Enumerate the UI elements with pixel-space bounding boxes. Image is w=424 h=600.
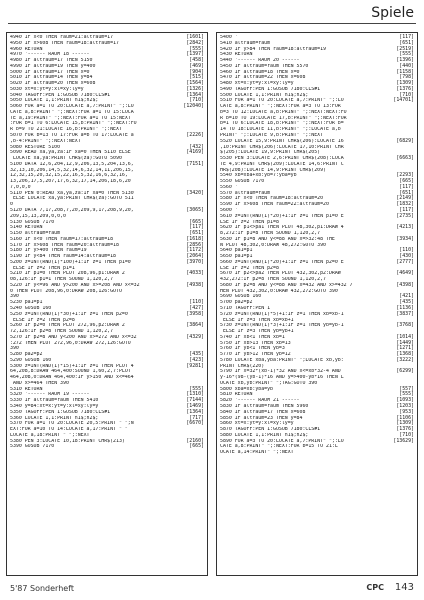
code-text: 5160 IF x<0 THEN raum=17:altraum=18 (10, 236, 114, 242)
code-text: 5470 IF altraum=22 THEN x=608 (220, 75, 306, 81)
code-text: 5220 IF y<=96 AND y>200 AND x>=208 AND x<=32 (10, 282, 140, 288)
checksum: [430] (399, 253, 414, 260)
code-text: 5240 GOSUB 160 (10, 305, 52, 311)
code-text: CATE a,8:PRINT" ";:NEXT:FOR a=1 TO 15:LOCA (10, 109, 134, 115)
code-text: $(205):LOCATE 19,9:PRINT CHR$(205) (220, 150, 321, 156)
checksum: [4213] (396, 224, 414, 231)
code-text: R b=10 TO 19:LOCATE 17,b:PRINT" ";:NEXT:FOR (220, 115, 347, 121)
checksum: [1832] (396, 201, 414, 208)
checksum: [1364] (186, 91, 204, 98)
checksum: [110] (399, 247, 414, 254)
checksum: [1364] (186, 408, 204, 415)
checksum: [423] (189, 356, 204, 363)
checksum: [2226] (186, 132, 204, 139)
code-text: 5260 IF p2=0 THEN PLOT 272,96,p2:DRAW 2 (10, 323, 125, 329)
code-text: 5440 '------ RAUM 20 ------ (220, 58, 300, 64)
code-text: 432,272:IF p2=8 THEN SOUND 1,120,2,7 (220, 277, 326, 283)
code-text: 5510 FOR a=1 TO 20:LOCATE a,7:PRINT" ";:LO (220, 98, 344, 104)
code-text: TE a,19:PRINT" ";:NEXT:FOR a=1 TO 15:NEXT (10, 115, 131, 121)
code-text: 5800 xba=xb:yba=yb (220, 386, 273, 392)
listing-column-left (6, 32, 208, 576)
checksum: [3864] (186, 322, 204, 329)
checksum: [2856] (186, 241, 204, 248)
code-text: 5600 ' (220, 207, 238, 213)
code-text: 5880 LOCATE 1,1:PRINT n1$;n2$; (220, 432, 309, 438)
code-text: 5090 READ xa,ya,za:IF xa=0 THEN 5110 ELSE (10, 150, 131, 156)
checksum: [1376] (396, 85, 414, 92)
checksum: [3837] (396, 310, 414, 317)
code-text: R b=9 TO 21:LOCATE 16,b:PRINT" ";:NEXT (10, 127, 122, 133)
checksum: [2842] (186, 39, 204, 46)
checksum: [651] (399, 39, 414, 46)
code-text: OCATE xb,yb:PRINT" ";TAG:GOTO 390 (220, 380, 318, 386)
checksum: [2293] (396, 172, 414, 179)
code-text: 390 (10, 346, 19, 352)
checksum: [2777] (396, 258, 414, 265)
code-text: 5030 xt=x:yt=y:xl=xy:ly=y (10, 86, 84, 92)
checksum: [1271] (396, 345, 414, 352)
code-text: ELSE IF z=2 THEN p1=1 (10, 265, 75, 271)
footer-issue: 5'87 Sonderheft (10, 584, 75, 593)
checksum: [1397] (186, 51, 204, 58)
checksum: [435] (399, 299, 414, 306)
code-text: TE 4,9:PRINT CHR$(209):LOCATE 14,6:PRINT C (220, 161, 344, 167)
checksum: [3970] (186, 258, 204, 265)
code-text: 5050 LOCATE 1,1:PRINT n1$;n2$; (10, 98, 99, 104)
code-text: 5680 IF p2=8 AND y<=88 AND x=432 AND x>=432 7 (220, 282, 353, 288)
code-text: 5520 LOCATE 15,9:PRINT CHR$(206):LOCATE 16 (220, 138, 344, 144)
code-text: 14 TO 18:LOCATE 11,b:PRINT" ";:LOCATE a,b (220, 127, 341, 133)
checksum: [435] (189, 351, 204, 358)
checksum: [110] (189, 299, 204, 306)
checksum: [2149] (396, 195, 414, 202)
code-text: 5650 pa1=p1 (220, 254, 253, 260)
checksum (386, 450, 414, 456)
code-text: 5690 GOSUB 160 (220, 294, 262, 300)
code-text: 5620 IF p1<>pa1 THEN PLOT 48,302,p1:DRAW 4 (220, 225, 344, 231)
checksum: [1106] (396, 414, 414, 421)
checksum: [1601] (186, 34, 204, 40)
checksum: [1326] (186, 85, 204, 92)
code-line (10, 444, 204, 450)
code-text: 5290 GOSUB 160 (10, 357, 52, 363)
checksum: [12040] (183, 103, 204, 110)
code-text: 5530 PEN 3:LOCATE 2,6:PRINT CHR$(208):LOCA (220, 156, 344, 162)
checksum: [710] (399, 91, 414, 98)
code-text: PRINT CHR$(220) (220, 363, 265, 369)
checksum: [1396] (396, 57, 414, 64)
code-text: 5720 z=INT(RND(1)*5)+1:IF z=1 THEN xb=xb-1 (220, 311, 344, 317)
code-text: 5410 altraum=raum (220, 40, 271, 46)
code-text: HR$(208):LOCATE 14,9:PRINT CHR$(209) (220, 167, 326, 173)
code-text: 5080 RESTORE 5100 (10, 144, 61, 150)
code-text: 5300 z=INT(RND(1)*15)+1:IF z=1 THEN PLOT 4 (10, 363, 134, 369)
code-text: 5110 PEN 0:READ xa,ya,za:IF xa=0 THEN 5130 (10, 190, 134, 196)
code-text: 5810 RETURN (220, 392, 253, 398)
code-text: 5140 RETURN (10, 225, 43, 231)
checksum: [710] (399, 431, 414, 438)
code-text: 5060 FOR a=1 TO 20:LOCATE a,7:PRINT" ";:LO (10, 104, 134, 110)
code-text: 5490 TAGOFF:PEN 1:GOSUB 7180:CLS#1 (220, 86, 321, 92)
checksum: [2735] (396, 212, 414, 219)
code-text: 5840 IF altraum=17 THEN x=608 (220, 409, 306, 415)
checksum: [3768] (396, 322, 414, 329)
code-text: 12,32,15,20,32,15,22,16,5,32,16,6,32,16, (10, 173, 128, 179)
code-text: 4960 RETURN (10, 46, 43, 52)
checksum: [6663] (396, 155, 414, 162)
code-text: 5760 IF yb<1 THEN yb=3 (220, 346, 285, 352)
code-text: 4970 '------ RAUM 18 ------ (10, 52, 90, 58)
checksum: [798] (399, 74, 414, 81)
checksum: [440] (399, 62, 414, 69)
code-text: ELSE LOCATE xa,ya:PRINT CHR$(za):GOTO 511 (10, 196, 134, 202)
checksum: [1376] (396, 426, 414, 433)
code-text: 4990 IF altraum=19 THEN y=400 (10, 63, 96, 69)
checksum: [555] (189, 385, 204, 392)
code-text: 5480 xt=x:yt=y:xl=xy:ly=y (220, 81, 294, 87)
code-text: 5560 ' (220, 184, 238, 190)
code-text: 5390 GOSUB 7170 (10, 444, 55, 450)
code-text: 5070 FOR b=13 TO 17:FOR a=b TO 17:LOCATE a (10, 133, 134, 139)
code-text: 5180 IF y>400 THEN raum=19 (10, 248, 87, 254)
checksum: [427] (189, 304, 204, 311)
code-text: 5230 pa1=p1 (10, 300, 43, 306)
checksum: [4649] (396, 270, 414, 277)
checksum: [4329] (186, 333, 204, 340)
checksum: [7144] (186, 397, 204, 404)
code-text: 5500 LOCATE 1,1:PRINT n1$;n2$; (220, 92, 309, 98)
code-text: 5150 altraum=raum (10, 231, 61, 237)
checksum: [117] (399, 34, 414, 40)
checksum: [2519] (396, 45, 414, 52)
checksum: [1469] (186, 403, 204, 409)
page-number: 143 (394, 582, 414, 593)
checksum: [14701] (393, 97, 414, 104)
code-text: 5830 IF altraum=raum THEN 5960 (220, 404, 309, 409)
checksum: [432] (189, 143, 204, 150)
checksum: [515] (189, 74, 204, 81)
code-text: 5040 TAGOFF:PEN 1:GOSUB 7180:CLS#1 (10, 92, 111, 98)
checksum: [4033] (186, 270, 204, 277)
checksum: [6299] (396, 368, 414, 375)
code-text: 5750 IF xb>13 THEN xb=13 (220, 340, 291, 346)
code-text: 4950 IF x>608 THEN raum=18:altraum=17 (10, 40, 119, 46)
code-text: 5340 y=84:xt=x:yt=y:xl=xy:ly=y (10, 404, 99, 409)
code-text: 5020 IF altraum=20 THEN x=608 (10, 81, 96, 87)
checksum: [13629] (393, 437, 414, 444)
checksum: [421] (399, 293, 414, 300)
checksum: [1172] (186, 247, 204, 254)
checksum: [1309] (396, 80, 414, 87)
code-text: 5130 GOSUB 7170 (10, 219, 55, 225)
checksum: [4398] (396, 281, 414, 288)
code-text: 5580 IF x<0 THEN raum=18:altraum=20 (220, 196, 324, 202)
code-text: 5190 IF y<84 THEN raum=14:altraum=18 (10, 254, 116, 260)
code-text: 464,208,0:DRAW 464,400:IF y>150 AND x<=464 (10, 375, 134, 381)
checksum: [2064] (186, 253, 204, 260)
code-text: 5820 '------ RAUM 21 ------ (220, 398, 300, 404)
code-text: 5170 IF x>608 THEN raum=20:altraum=18 (10, 242, 119, 248)
checksum: [7151] (186, 160, 204, 167)
checksum: [2160] (186, 437, 204, 444)
checksum: [665] (189, 218, 204, 225)
code-text: 4980 IF altraum=17 THEN 5150 (10, 58, 93, 64)
code-text: 5200 z=INT(RND(1)*100)+1:IF z=1 THEN p1=0 (10, 259, 131, 265)
code-text: 5210 IF p1=0 THEN PLOT 208,96,p1:DRAW 2 (10, 271, 125, 277)
checksum: [665] (399, 178, 414, 185)
code-text: 4940 IF x<0 THEN raum=21:altraum=17 (10, 35, 114, 40)
code-text: 5420 IF y>84 THEN raum=18:altraum=19 (220, 46, 326, 52)
code-text: 5330 IF altraum=raum THEN 5410 (10, 398, 99, 404)
code-text: LOCATE xa,ya:PRINT CHR$(za):GOTO 5090 (10, 156, 122, 162)
code-text: CATE a,8:PRINT" ";:NEXT:FOR a=3 TO 13:FOR (220, 104, 341, 110)
code-text: 5630 IF p1=8 AND y<=88 AND x=>32:48 THE (220, 236, 335, 242)
code-text: 5010 IF altraum=14 THEN y=84 (10, 75, 93, 81)
code-text: 5870 TAGOFF:PEN 1:GOSUB 7180:CLS#1 (220, 427, 321, 433)
code-text: 5780 LOCATE xba,yba:PRINT" ";LOCATE xb,yb: (220, 357, 344, 363)
checksum: [117] (399, 183, 414, 190)
checksum: [6670] (186, 420, 204, 427)
checksum: [1618] (186, 235, 204, 242)
checksum: [117] (189, 224, 204, 231)
code-text: 5570 altraum=raum (220, 190, 271, 196)
checksum: [469] (189, 62, 204, 69)
code-text: N PLOT 48,302,0:DRAW 48,272:GOTO 390 (220, 242, 326, 248)
code-text: 209,15,13,209,0,0,0 (10, 213, 66, 219)
code-text: 5540 xb=xba+xb:yb=7:yba=yb (220, 173, 297, 179)
checksum: [3065] (186, 206, 204, 213)
code-text: 5590 IF x>608 THEN raum=22:altraum=20 (220, 202, 329, 208)
code-text: LSE IF z=2 THEN p2=8 (220, 265, 279, 271)
checksum: [1368] (396, 351, 414, 358)
code-text: b=3 TO 12:LOCATE a,b:PRINT" ";:NEXT:NEXT:FO (220, 109, 347, 115)
checksum: [1014] (396, 333, 414, 340)
header-rule (8, 23, 416, 24)
code-text: :FOR b=1 TO 6:LOCATE 15,b:PRINT" ";:NEXT:FO (10, 121, 137, 127)
code-text: ,b-4:PRINT" ";:NEXT:NEXT (10, 138, 81, 144)
code-text: 5460 IF altraum=18 THEN x=0 (220, 69, 300, 75)
code-text: 5350 TAGOFF:PEN 1:GOSUB 7180:CLS#1 (10, 409, 111, 415)
checksum: [3934] (396, 235, 414, 242)
code-text: 5890 FOR a=3 TO 20:LOCATE a,7:PRINT" ";:LO (220, 438, 344, 444)
checksum: [1203] (396, 403, 414, 409)
checksum: [1449] (396, 339, 414, 346)
code-text: 5320 '------ RAUM 19 ------ (10, 392, 90, 398)
code-text: 5370 FOR a=1 TO 20:LOCATE 20,5:PRINT " ";N (10, 421, 134, 427)
code-text: 390 (10, 294, 19, 300)
code-text: 5400 ' (220, 35, 238, 40)
checksum: [9281] (186, 362, 204, 369)
code-text: AND x>=464 THEN 390 (10, 380, 69, 386)
checksum: [4938] (186, 281, 204, 288)
code-text: ELSE IF z=3 THEN xb=xb+1 (220, 317, 294, 323)
checksum: [651] (189, 230, 204, 237)
checksum: [1564] (186, 80, 204, 87)
checksum: [6829] (396, 137, 414, 144)
code-text: b=1 TO 6:LOCATE 18,b:PRINT" ";:NEXT:FOR b= (220, 121, 344, 127)
checksum: [458] (189, 57, 204, 64)
code-text: 5790 IF x=32*(xb-1)*32 AND x<=xb*32-4 AND (220, 369, 341, 375)
code-text: y-16*(98-(yb-1)*16 AND y=>400-yb*16 THEN L (220, 375, 344, 381)
checksum: [1093] (396, 397, 414, 404)
code-text: 5270 IF p2=8 AND y<200 AND x>=272 AND x<=32 (10, 334, 137, 340)
checksum: [3958] (186, 310, 204, 317)
code-text: 5380 PEN 3:LOCATE 10,18:PRINT CHR$(213) (10, 438, 125, 444)
code-text: 5740 IF xb<1 THEN xb=1 (220, 334, 285, 340)
code-text: 5660 z=INT(RND(1)*20)+1:IF z=1 THEN p2=0 E (220, 259, 344, 265)
code-text: 5100 DATA 12,6,204,12,9,206,13,5,204,13,6, (10, 161, 134, 167)
code-text: CATE a,8:PRINT" ";:NEXT:FOR b=15 TO 21:L (220, 444, 338, 450)
checksum: [710] (189, 97, 204, 104)
footer-brand: CPC (366, 583, 384, 592)
checksum: [557] (399, 385, 414, 392)
code-text: 5850 IF altraum=23 THEN y=84 (220, 415, 303, 421)
code-text: 5640 pa1=p1 (220, 248, 253, 254)
code-text: 0 (10, 202, 13, 208)
code-text: 5700 pa2=p2 (220, 300, 253, 306)
checksum: [555] (189, 45, 204, 52)
checksum: [4169] (186, 149, 204, 156)
checksum: [1158] (396, 68, 414, 75)
code-text: 5610 z=INT(RND(1)*20)+1:IF z=1 THEN p1=0 E (220, 213, 344, 219)
checksum: [117] (399, 206, 414, 213)
checksum: [717] (189, 414, 204, 421)
listing-columns (6, 32, 418, 576)
checksum: [651] (399, 189, 414, 196)
code-text: 7,0,0,0 (10, 184, 31, 190)
checksum: [555] (399, 51, 414, 58)
code-text: :272 THEN PLOT 272,96,0:DRAW 272,126:GOTO (10, 340, 131, 346)
code-text: LOCATE a,18:PRINT " ";:NEXT (10, 432, 90, 438)
code-text: 72,126:IF p2=8 THEN SOUND 1,120,2,7 (10, 329, 114, 335)
code-line (220, 450, 414, 456)
code-text: ELSE IF z=2 THEN p2=8 (10, 317, 75, 323)
code-text: PRINT" ";:LOCATE 9,b:PRINT" ";:NEXT (220, 133, 324, 139)
checksum: [1136] (396, 304, 414, 311)
code-text: 32,13,10,206,14,5,32,14,6,32,14,11,206,15, (10, 167, 134, 173)
code-text: 0 THEN PLOT 208,96,0:DRAW 208,126:GOTO (10, 288, 122, 294)
checksum: [3222] (396, 356, 414, 363)
code-text: LSE IF z=2 THEN p1=8 (220, 219, 279, 225)
code-text: 5280 pa2=p2 (10, 352, 43, 358)
code-text: 5730 z=INT(RND(1)*3)+1:IF z=1 THEN yb=yb-1 (220, 323, 344, 329)
code-text: 5250 z=INT(RND(1)*30)+1:IF z=1 THEN p2=0 (10, 311, 128, 317)
checksum: [1309] (396, 420, 414, 427)
code-text: 5710 TAGOFF:PEN 1 (220, 305, 271, 311)
code-text: OCATE a,14:PRINT" ";:NEXT (220, 450, 294, 456)
checksum: [904] (189, 68, 204, 75)
checksum: [665] (189, 443, 204, 450)
code-text: 5860 xt=x:yt=y:xl=xy:ly=y (220, 421, 294, 427)
checksum: [555] (399, 391, 414, 398)
code-text: EXT:FOR a=10 TO 14:LOCATE a,17:PRINT " " (10, 427, 128, 433)
code-text: 5670 IF p2<>pa2 THEN PLOT 432,302,p2:DRAW (220, 271, 341, 277)
code-text: 5120 DATA 7,17,208,7,20,209,9,17,208,9,20, (10, 207, 134, 213)
code-text: 8,272:IF p1=8 THEN SOUND 1,120,2,7 (220, 231, 321, 237)
code-text: 5550 GOSUB 7170 (220, 179, 265, 185)
section-title: Spiele (371, 5, 414, 21)
code-text: 13,206,17,5,207,17,6,32,17,14,206,18,6,20 (10, 179, 131, 185)
code-text: 5310 RETURN (10, 386, 43, 392)
code-text: 5430 RETURN (220, 52, 253, 58)
code-text: ,10:PRINT CHR$(206):LOCATE 17,10:PRINT CHR (220, 144, 344, 150)
checksum: [3420] (186, 189, 204, 196)
code-text: 08,126:IF p1=1 THEN SOUND 1,120,2,7 (10, 277, 114, 283)
code-text: 5770 IF yb>12 THEN yb=12 (220, 352, 291, 358)
listing-column-right (216, 32, 418, 576)
code-text: 5360 LOCATE 1,1:PRINT n1$;n2$; (10, 415, 99, 421)
checksum: [1310] (186, 391, 204, 398)
code-text: 5000 IF altraum=17 THEN x=0 (10, 69, 90, 75)
code-text: 5450 IF altraum=raum THEN 5570 (220, 63, 309, 69)
code-text: 64,208,8:DRAW 464,400:SOUND 1,60,2,7:PLOT (10, 369, 131, 375)
code-text: HEN PLOT 432,302,0:DRAW 432,272:GOTO 390 (220, 288, 338, 294)
checksum: [953] (399, 408, 414, 415)
code-text: ELSE IF z=3 THEN yb=yb+1 (220, 329, 294, 335)
